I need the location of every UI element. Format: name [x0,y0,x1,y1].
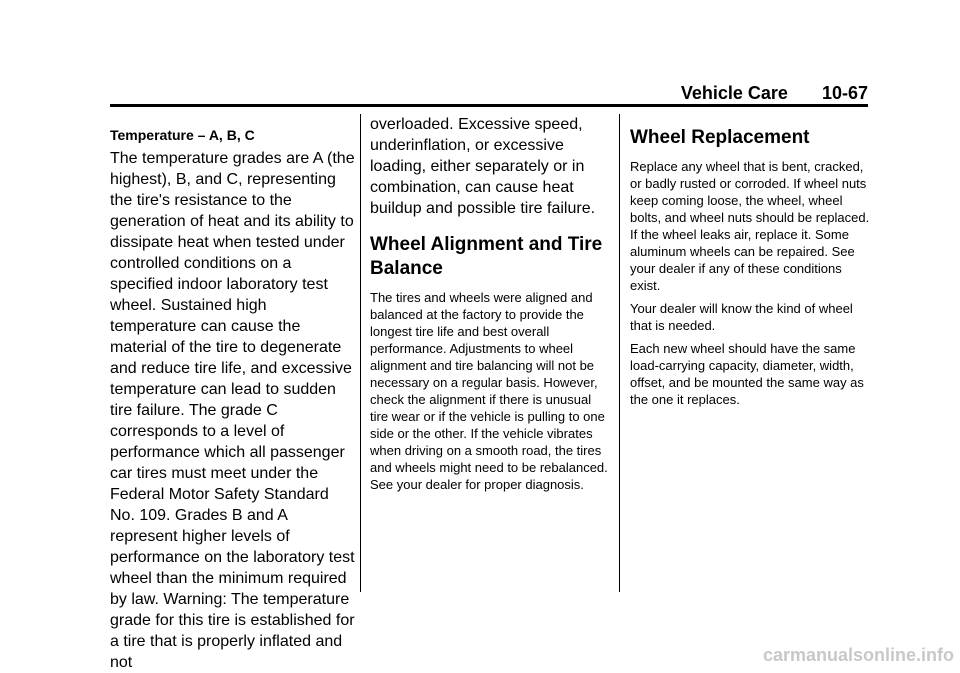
wheel-alignment-heading: Wheel Alignment and Tire Balance [370,234,603,279]
temperature-paragraph: The temperature grades are A (the highest), B, and C, representing the tire's resistance to the generation of heat and its ability to dissipate heat when tested under controlled conditions on a specified indoor laboratory test wheel. Sustained high temperature can cause the material of the tire to degenerate and reduce tire life, and excessive temperature can lead to sudden tire failure. The grade C corresponds to a level of performance which all passenger car tires must meet under the Federal Motor Safety Standard No. 109. Grades B and A represent higher levels of performance on the laboratory test wheel than the minimum required by law. Warning: The temperature grade for this tire is established for a tire that is properly inflated and not [110,150,355,671]
watermark: carmanualsonline.info [762,645,954,665]
column-2 [370,114,610,499]
header-rule [110,104,868,107]
column-1 [110,114,355,673]
page-number: 10-67 [821,83,868,103]
temperature-heading: Temperature – A, B, C [110,127,255,143]
column-divider-1 [360,114,361,592]
wheel-replacement-heading: Wheel Replacement [630,127,810,148]
wheel-replacement-paragraph-1: Replace any wheel that is bent, cracked, or badly rusted or corroded. If wheel nuts keep coming loose, the wheel, wheel bolts, and wheel nuts should be replaced. If the wheel leaks air, replace it. Some aluminum wheels can be repaired. See your dealer if any of these conditions exist. [630,159,870,293]
continuation-paragraph: overloaded. Excessive speed, underinflation, or excessive loading, either separately or in combination, can cause heat buildup and possible tire failure. [370,116,596,217]
chapter-title: Vehicle Care [680,83,788,103]
wheel-alignment-paragraph: The tires and wheels were aligned and balanced at the factory to provide the longest tire life and best overall performance. Adjustments to wheel alignment and tire balancing will not be necessary on a regular basis. However, check the alignment if there is unusual tire wear or if the vehicle is pulling to one side or the other. If the vehicle vibrates when driving on a smooth road, the tires and wheels might need to be rebalanced. See your dealer for proper diagnosis. [370,290,608,492]
wheel-replacement-paragraph-3: Each new wheel should have the same load-carrying capacity, diameter, width, offset, and be mounted the same way as the one it replaces. [630,341,864,407]
column-divider-2 [619,114,620,592]
column-3 [630,114,870,414]
wheel-replacement-paragraph-2: Your dealer will know the kind of wheel that is needed. [630,301,853,333]
page-header [110,82,868,104]
